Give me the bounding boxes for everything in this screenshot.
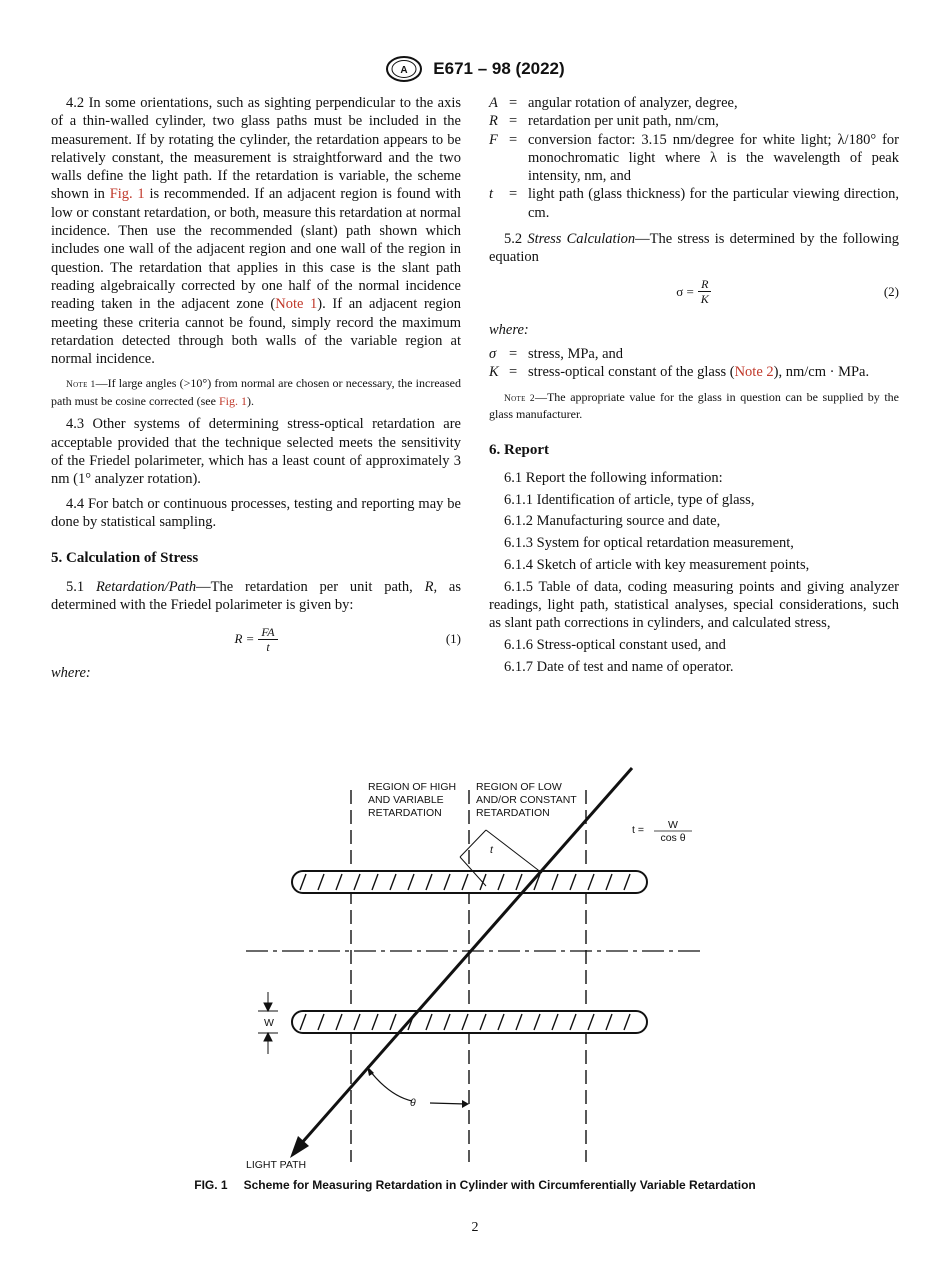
definition-sigma: σ = stress, MPa, and bbox=[489, 345, 624, 362]
cylinder-wall-bottom bbox=[292, 1011, 647, 1033]
svg-text:RETARDATION: RETARDATION bbox=[368, 807, 442, 819]
where-label-2: where: bbox=[489, 321, 529, 338]
equation-2: σ = $\frac{R}{K}$ (2) bbox=[676, 277, 899, 307]
definition-list-1 bbox=[489, 94, 899, 222]
definition-item: R = retardation per unit path, nm/cm, bbox=[489, 113, 719, 130]
where-label-1: where: bbox=[51, 665, 91, 682]
svg-text:W: W bbox=[668, 819, 678, 831]
svg-text:REGION OF LOW: REGION OF LOW bbox=[476, 781, 562, 793]
svg-text:REGION OF HIGH: REGION OF HIGH bbox=[368, 781, 457, 793]
equation-1-label: (1) bbox=[445, 631, 461, 647]
report-list-item: 6.1.4 Sketch of article with key measurement points, bbox=[504, 557, 810, 574]
equation-1: R = $\frac{FA}{t}$ (1) bbox=[234, 624, 461, 654]
theta-arc-left bbox=[370, 1071, 412, 1101]
report-list bbox=[489, 469, 899, 676]
thickness-formula bbox=[632, 819, 692, 844]
note1-link[interactable]: Note 1 bbox=[275, 296, 318, 313]
section-6-heading: 6. Report bbox=[489, 441, 549, 458]
report-list-item: 6.1 Report the following information: bbox=[504, 469, 723, 486]
region-high-label bbox=[368, 781, 456, 819]
note2-link[interactable]: Note 2 bbox=[734, 364, 774, 381]
figure-1-diagram bbox=[240, 760, 710, 1175]
region-low-label bbox=[476, 781, 577, 819]
w-label: W bbox=[264, 1017, 274, 1029]
light-path-ray bbox=[290, 768, 632, 1158]
page-header bbox=[0, 56, 950, 82]
report-list-item: 6.1.7 Date of test and name of operator. bbox=[504, 659, 734, 676]
svg-text:cos θ: cos θ bbox=[660, 832, 686, 844]
svg-text:AND/OR CONSTANT: AND/OR CONSTANT bbox=[476, 794, 577, 806]
svg-text:RETARDATION: RETARDATION bbox=[476, 807, 550, 819]
definition-item: A = angular rotation of analyzer, degree, bbox=[489, 95, 738, 111]
equation-2-label: (2) bbox=[883, 283, 899, 299]
theta-arc-right bbox=[430, 1103, 466, 1104]
definition-item: F = conversion factor: 3.15 nm/degree for white light; λ/180° for monochromatic light where λ is the wavelength of peak intensity, nm, and bbox=[489, 131, 899, 185]
paragraph-4-4: 4.4 For batch or continuous processes, testing and reporting may be done by statistical sampling. bbox=[51, 495, 461, 530]
paragraph-4-2: 4.2 In some orientations, such as sighting perpendicular to the axis of a thin-walled cylinder, two glass paths must be included in the measurement. If by rotating the cylinder, the retardation appears to be relatively constant, the measurement is straightforward and the two walls define the light path. If the retardation is variable, the scheme shown in Fig. 1 is recommended. If an adjacent region is found with low or constant retardation, or both, measure this retardation at normal incidence. Then use the recommended (slant) path shown which includes one wall of the adjacent region and one wall of the region in question. The retardation that applies in this case is the slant path reading algebraically corrected by one half of the normal incidence reading taken in the adjacent zone (Note 1). If an adjacent region meeting these criteria cannot be found, simply record the maximum retardation detected through both walls of the variable region at normal incidence. bbox=[51, 95, 462, 368]
note-1: Note 1—If large angles (>10°) from normal are chosen or necessary, the increased path must be cosine corrected (see Fig. 1). bbox=[51, 376, 461, 408]
report-list-item: 6.1.5 Table of data, coding measuring points and giving analyzer readings, light path, statistical analyses, special considerations, such as slant path corrections in cylinders, and calculated stress, bbox=[489, 578, 899, 632]
document-code: E671 – 98 (2022) bbox=[433, 59, 565, 78]
t-label: t bbox=[490, 844, 493, 856]
fig1-link[interactable]: Fig. 1 bbox=[109, 186, 145, 203]
section-5-heading: 5. Calculation of Stress bbox=[51, 550, 199, 567]
svg-text:t =: t = bbox=[632, 824, 644, 836]
paragraph-5-1: 5.1 Retardation/Path—The retardation per unit path, R, as determined with the Friedel polarimeter is given by: bbox=[51, 578, 461, 613]
svg-text:A: A bbox=[400, 65, 408, 76]
note1-fig1-link[interactable]: Fig. 1 bbox=[218, 393, 247, 408]
cylinder-wall-top bbox=[292, 871, 647, 893]
note-2: Note 2—The appropriate value for the glass in question can be supplied by the glass manufacturer. bbox=[489, 389, 899, 422]
page-number: 2 bbox=[471, 1220, 479, 1235]
report-list-item: 6.1.6 Stress-optical constant used, and bbox=[504, 637, 726, 654]
paragraph-4-3: 4.3 Other systems of determining stress-optical retardation are acceptable provided that the technique selected meets the sensitivity of the Friedel polarimeter, which has a least count of approximately 3 nm (1° analyzer rotation). bbox=[51, 416, 461, 488]
left-column bbox=[51, 94, 461, 682]
report-list-item: 6.1.2 Manufacturing source and date, bbox=[504, 513, 721, 530]
svg-text:AND VARIABLE: AND VARIABLE bbox=[368, 794, 444, 806]
astm-logo-icon bbox=[385, 56, 423, 82]
light-path-label: LIGHT PATH bbox=[246, 1159, 307, 1171]
paragraph-5-2: 5.2 Stress Calculation—The stress is determined by the following equation bbox=[489, 231, 900, 266]
report-list-item: 6.1.1 Identification of article, type of glass, bbox=[504, 491, 755, 508]
region-dividers bbox=[351, 790, 586, 1162]
theta-label: θ bbox=[410, 1097, 416, 1109]
report-list-item: 6.1.3 System for optical retardation measurement, bbox=[504, 535, 794, 552]
right-column bbox=[489, 94, 899, 676]
figure-caption: FIG. 1 Scheme for Measuring Retardation in Cylinder with Circumferentially Variable Retardation bbox=[194, 1178, 756, 1192]
definition-item: t = light path (glass thickness) for the particular viewing direction, cm. bbox=[489, 186, 899, 221]
definition-k: K = stress-optical constant of the glass (Note 2), nm/cm · MPa. bbox=[489, 364, 870, 381]
